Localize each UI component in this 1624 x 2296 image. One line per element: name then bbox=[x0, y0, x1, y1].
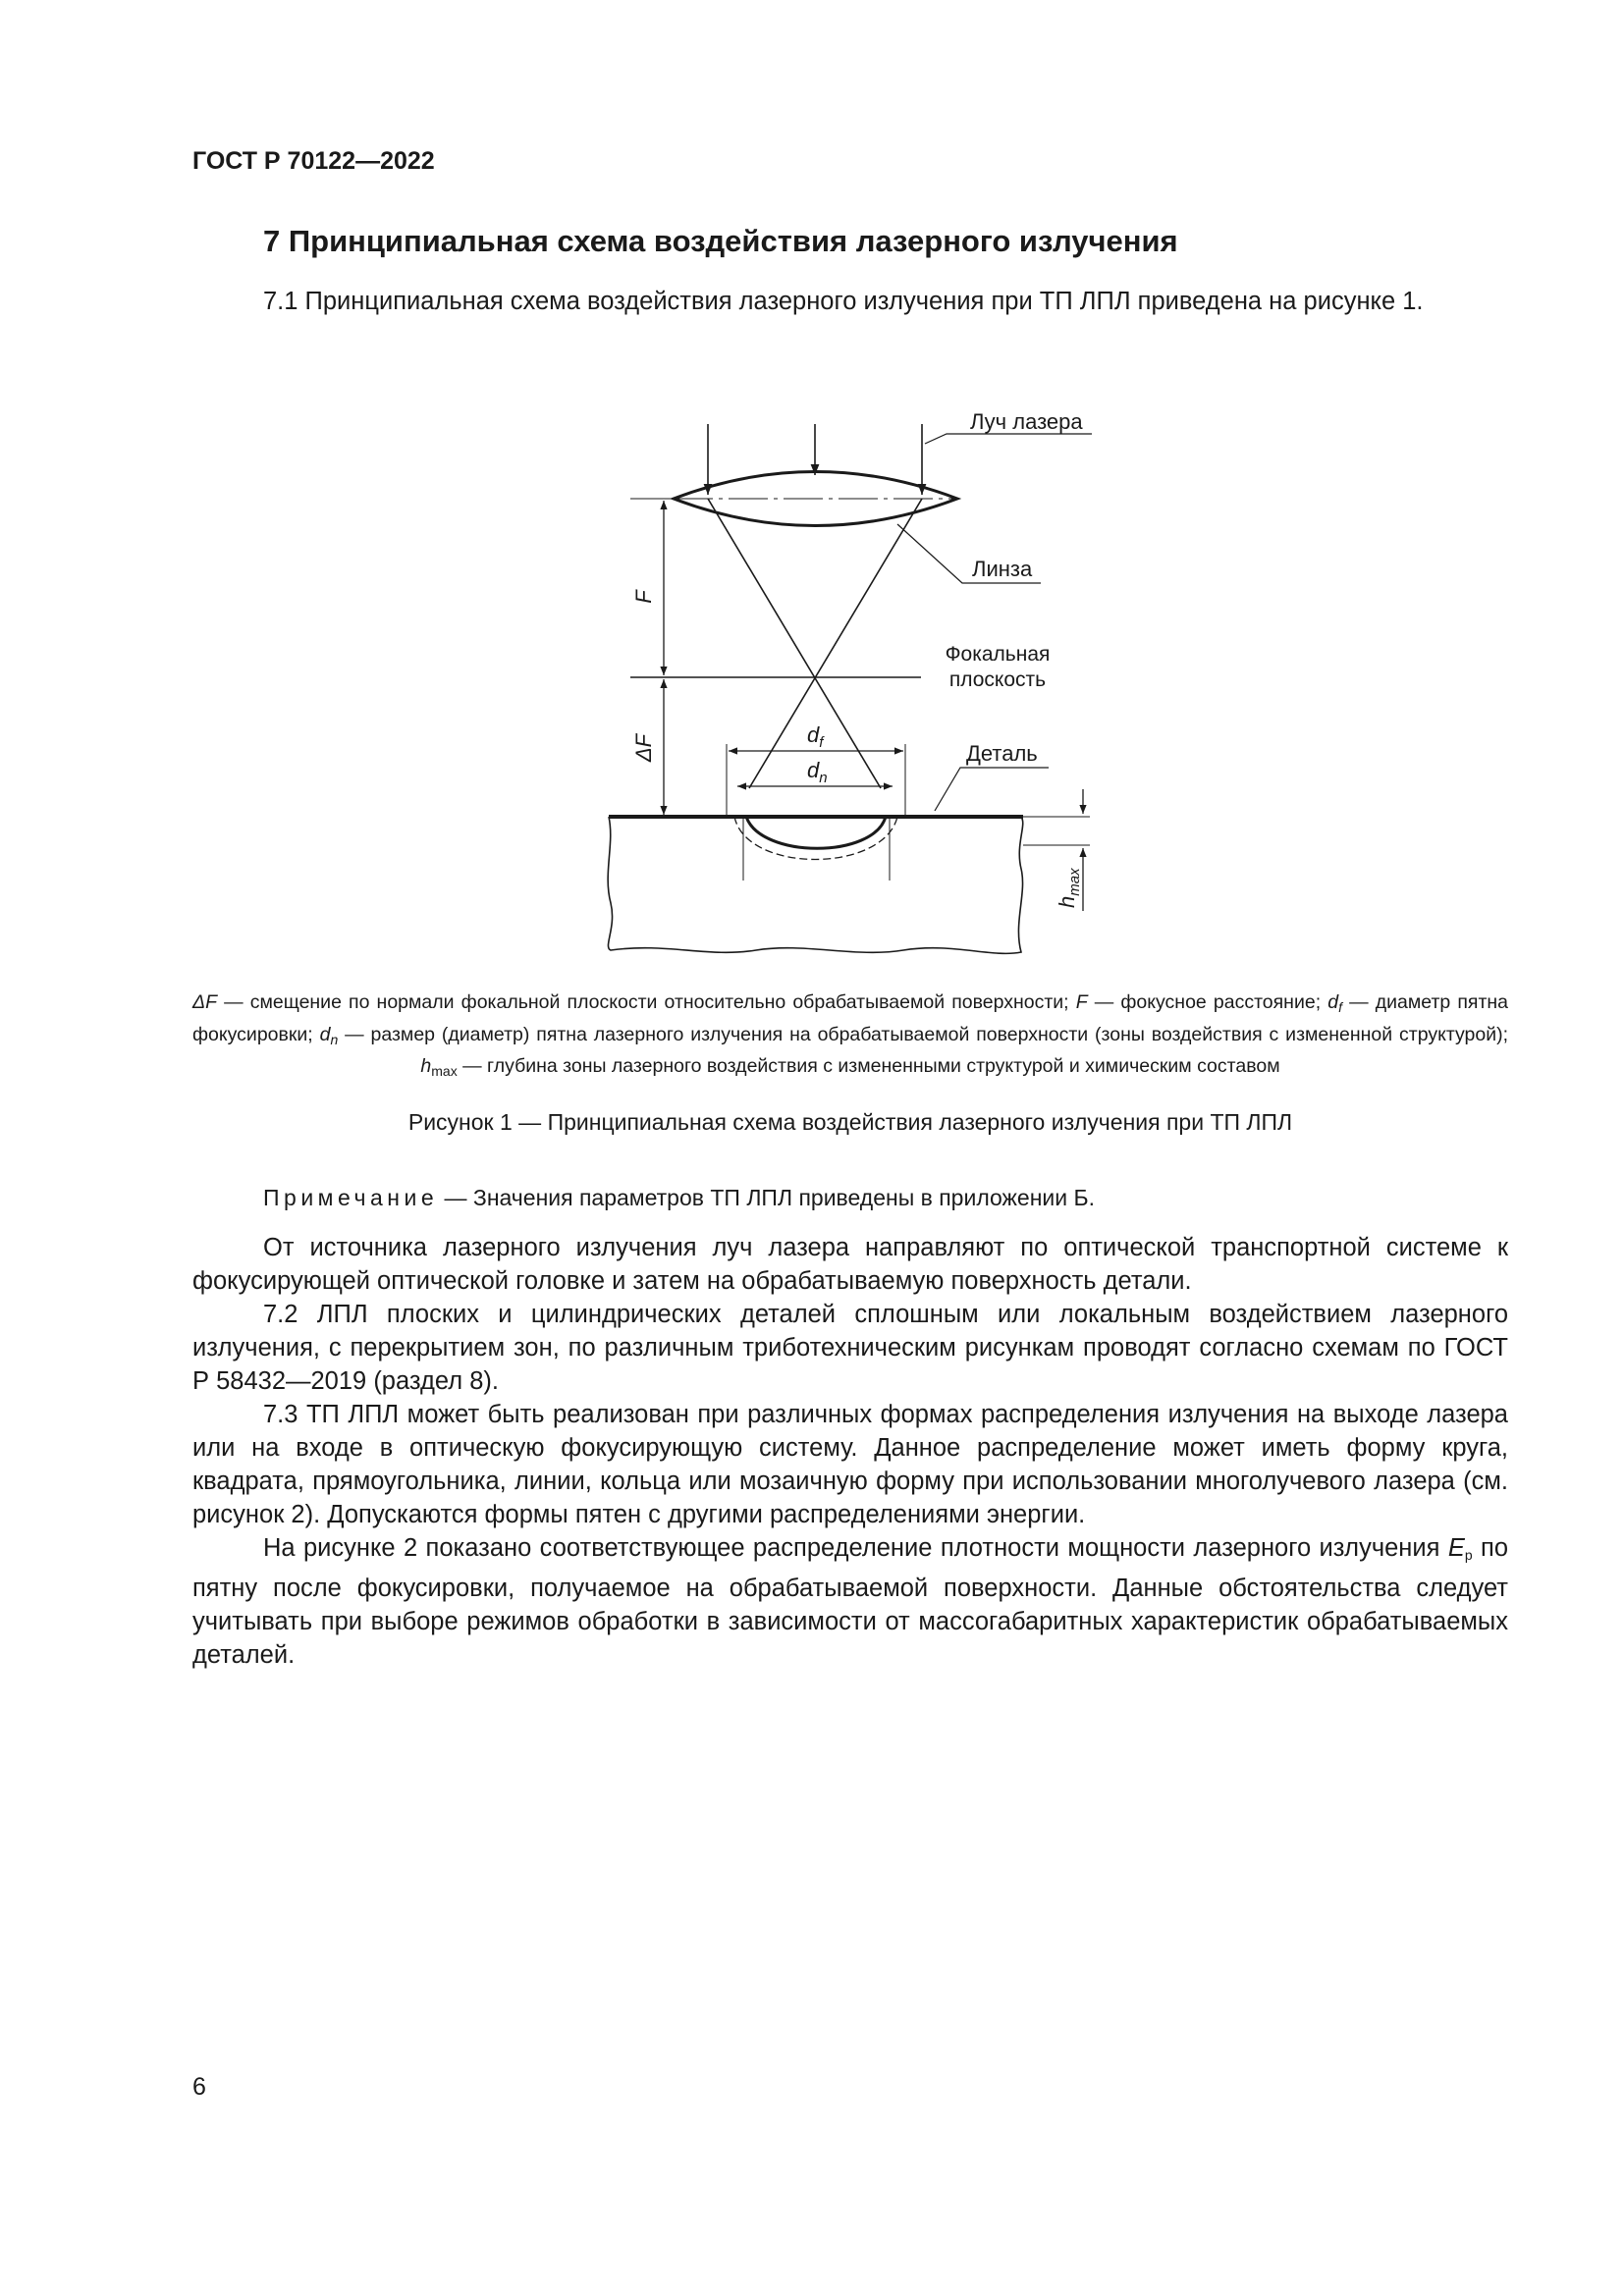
ray-left bbox=[708, 499, 881, 788]
ray-right bbox=[749, 499, 922, 788]
legend-df-symbol: d bbox=[1327, 991, 1339, 1013]
paragraph-7-2: 7.2 ЛПЛ плоских и цилиндрических деталей сплошным или локальным воздействием лазерного излучения, с перекрытием зон, по различным триботехническим рисункам проводят согласно схемам по ГОСТ Р 58432—2019 (раздел 8). bbox=[192, 1301, 1508, 1395]
legend-h-symbol: h bbox=[420, 1055, 432, 1077]
label-focal-plane-1: Фокальная bbox=[945, 643, 1051, 666]
note-label: Примечание bbox=[263, 1185, 439, 1210]
paragraph-7-3: 7.3 ТП ЛПЛ может быть реализован при различных формах распределения излучения на выходе лазера или на входе в оптическую фокусирующую систему. Данное распределение может иметь форму круга, квадрата, прямоугольника, линии, кольца или мозаичную форму при использовании многолучевого лазера (см. рисунок 2). Допускаются формы пятен с другими распределениями энергии. bbox=[192, 1401, 1508, 1528]
label-df: $d_f$ bbox=[807, 722, 824, 751]
paragraph-source: От источника лазерного излучения луч лазера направляют по оптической транспортной системе к фокусирующей оптической головке и затем на обрабатываемую поверхность детали. bbox=[192, 1234, 1508, 1295]
paragraph-7-1: 7.1 Принципиальная схема воздействия лазерного излучения при ТП ЛПЛ приведена на рисунке 1. bbox=[263, 288, 1424, 315]
section-title: 7 Принципиальная схема воздействия лазерного излучения bbox=[263, 224, 1178, 258]
page-number: 6 bbox=[192, 2073, 206, 2101]
label-dn: $d_n$ bbox=[807, 758, 828, 786]
legend-dn-symbol: d bbox=[319, 1023, 331, 1045]
part-body bbox=[608, 817, 1023, 953]
legend-dF-symbol: ΔF bbox=[192, 991, 217, 1013]
beam-leader bbox=[925, 434, 1092, 444]
laser-scheme-figure bbox=[589, 412, 1100, 962]
label-lens: Линза bbox=[972, 557, 1033, 581]
figure-caption: Рисунок 1 — Принципиальная схема воздействия лазерного излучения при ТП ЛПЛ bbox=[407, 1109, 1293, 1135]
label-part: Деталь bbox=[966, 741, 1038, 766]
label-focal-plane-2: плоскость bbox=[948, 668, 1047, 691]
label-dF: ΔF bbox=[631, 733, 656, 763]
paragraph-figure-2: На рисунке 2 показано соответствующее распределение плотности мощности лазерного излучения $E_p$ по пятну после фокусировки, получаемое на обрабатываемой поверхности. Данные обстоятельства следует учитывать при выборе режимов обработки в зависимости от массогабаритных характеристик обрабатываемых деталей. bbox=[192, 1534, 1508, 1669]
note-text: — Значения параметров ТП ЛПЛ приведены в приложении Б. bbox=[438, 1185, 1095, 1210]
label-beam: Луч лазера bbox=[970, 412, 1083, 434]
note bbox=[263, 1185, 1095, 1211]
symbol-Ep: E bbox=[1447, 1534, 1465, 1562]
affected-zone bbox=[746, 817, 886, 848]
label-hmax: $h_{max}$ bbox=[1055, 868, 1083, 908]
label-F: F bbox=[631, 590, 656, 604]
document-header: ГОСТ Р 70122—2022 bbox=[192, 147, 435, 175]
legend-F-symbol: F bbox=[1075, 991, 1088, 1013]
part-leader bbox=[935, 768, 1049, 811]
figure-legend: ΔF — смещение по нормали фокальной плоскости относительно обрабатываемой поверхности; F — фокусное расстояние; $d_f$ — диаметр пятна фокусировки; $d_n$ — размер (диаметр) пятна лазерного излучения на обрабатываемой поверхности (зоны воздействия с измененной структурой); $h_{max}$ — глубина зоны лазерного воздействия с измененными структурой и химическим составом bbox=[192, 991, 1509, 1079]
